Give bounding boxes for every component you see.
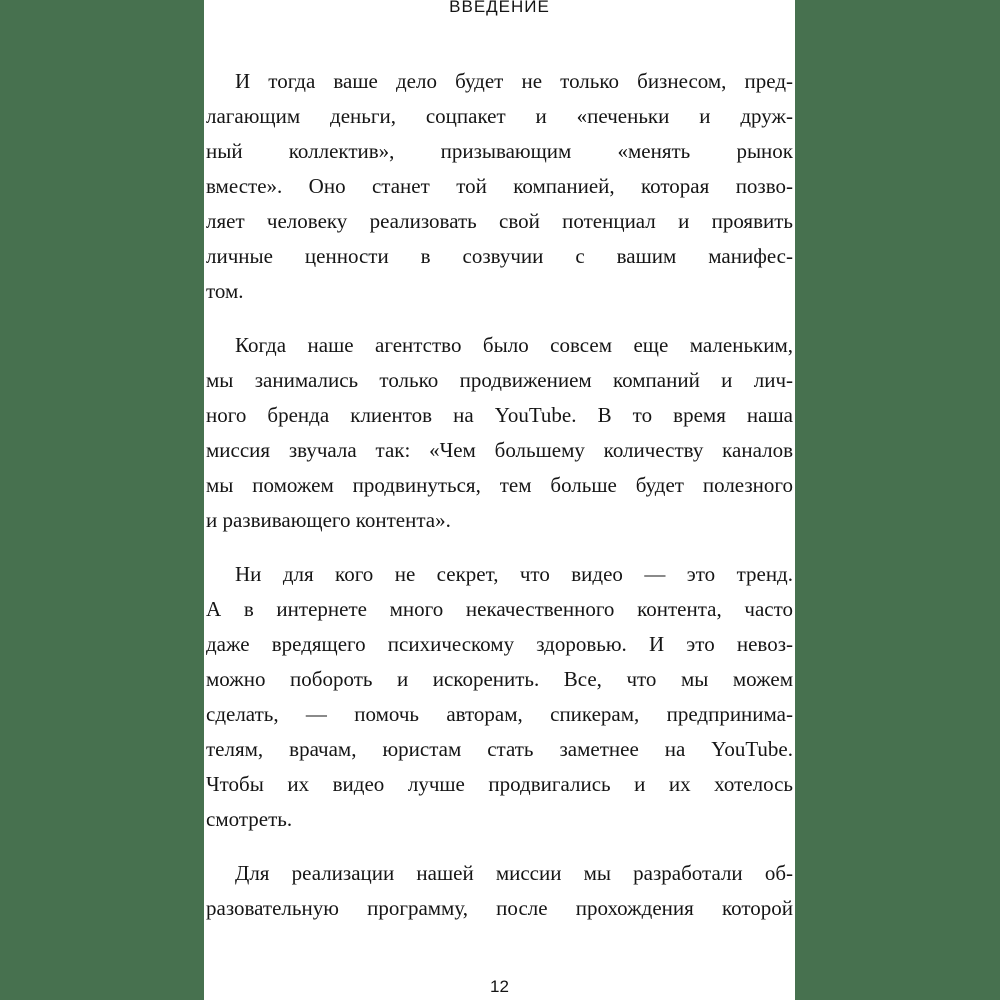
text-line: личные ценности в созвучии с вашим манифес- [206,244,793,268]
text-line: даже вредящего психическому здоровью. И это невоз- [206,632,793,656]
book-page [204,0,795,1000]
text-line: ного бренда клиентов на YouTube. В то время наша [206,403,793,427]
text-line: сделать, — помочь авторам, спикерам, предпринима- [206,702,793,726]
page-number: 12 [490,977,509,996]
text-line: вместе». Оно станет той компанией, которая позво- [206,174,793,198]
text-line: Чтобы их видео лучше продвигались и их хотелось [206,772,793,796]
text-line: Для реализации нашей миссии мы разработали об- [235,861,793,885]
page-content [206,64,793,926]
chapter-header: ВВЕДЕНИЕ [449,0,550,16]
text-line: мы занимались только продвижением компаний и лич- [206,368,793,392]
text-line: И тогда ваше дело будет не только бизнесом, пред- [235,69,793,93]
paragraph [206,64,793,309]
text-line: ный коллектив», призывающим «менять рынок [206,139,793,163]
text-line: лагающим деньги, соцпакет и «печеньки и друж- [206,104,793,128]
paragraph [206,856,793,926]
text-line: ляет человеку реализовать свой потенциал и проявить [206,209,793,233]
text-line: телям, врачам, юристам стать заметнее на YouTube. [206,737,793,761]
text-line: и развивающего контента». [206,508,451,532]
text-line: Ни для кого не секрет, что видео — это тренд. [235,562,793,586]
text-line: можно побороть и искоренить. Все, что мы можем [206,667,793,691]
text-line: разовательную программу, после прохождения которой [206,896,793,920]
paragraph [206,557,793,837]
text-line: миссия звучала так: «Чем большему количеству каналов [206,438,793,462]
text-line: Когда наше агентство было совсем еще маленьким, [235,333,793,357]
text-line: смотреть. [206,807,293,831]
paragraph [206,328,793,538]
text-line: мы поможем продвинуться, тем больше будет полезного [206,473,793,497]
text-line: А в интернете много некачественного контента, часто [206,597,793,621]
text-line: том. [206,279,244,303]
